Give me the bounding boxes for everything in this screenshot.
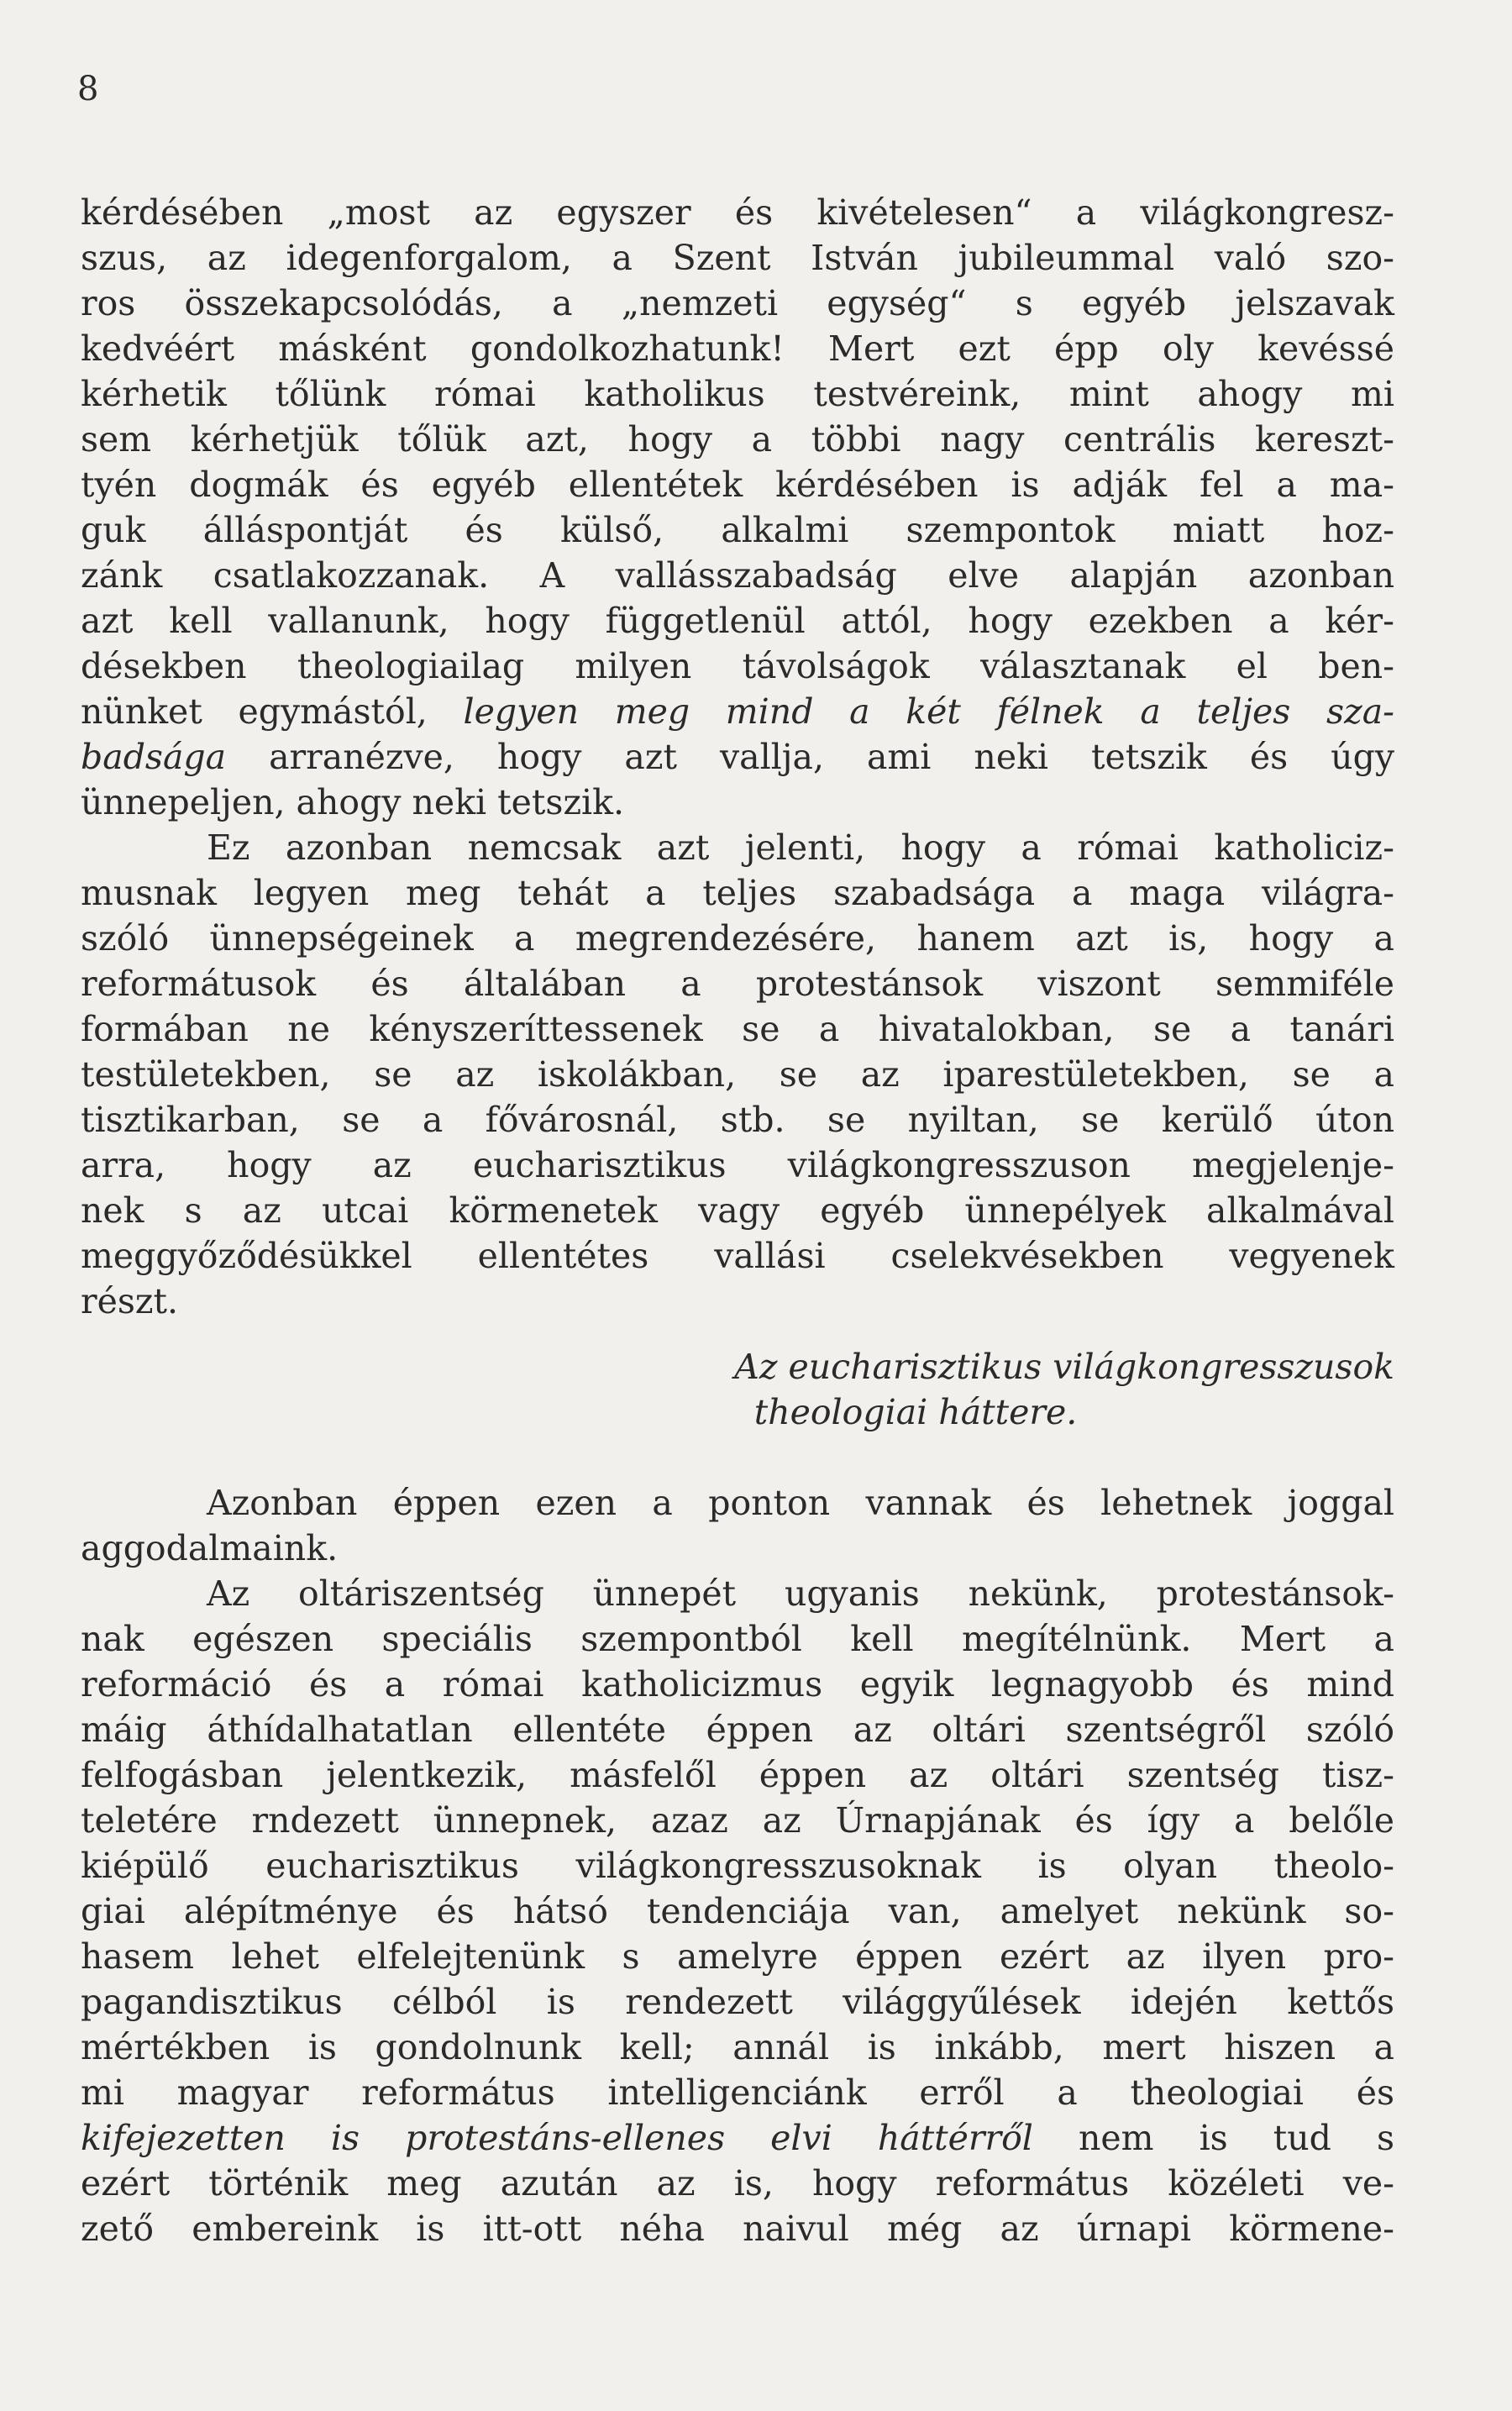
section-heading (722, 1389, 1109, 1435)
text-line: giai alépítménye és hátsó tendenciája van, amelyet nekünk so- (81, 1891, 1394, 1931)
text-line: kérhetik tőlünk római katholikus testvéreink, mint ahogy mi (81, 374, 1394, 414)
heading-line: Az eucharisztikus világkongresszusok (734, 1347, 1394, 1387)
text-line: nak egészen speciális szempontból kell megítélnünk. Mert a (81, 1619, 1394, 1659)
text-line: aggodalmaink. (81, 1528, 339, 1568)
text-line: tyén dogmák és egyéb ellentétek kérdésében is adják fel a ma- (81, 465, 1394, 505)
text-line: hasem lehet elfelejtenünk s amelyre éppen ezért az ilyen pro- (81, 1936, 1394, 1977)
heading-line: theologiai háttere. (753, 1392, 1078, 1432)
text-line: szóló ünnepségeinek a megrendezésére, hanem azt is, hogy a (81, 918, 1394, 959)
text-line: teletére rndezett ünnepnek, azaz az Úrnapjának és így a belőle (81, 1800, 1394, 1841)
text-line: kérdésében „most az egyszer és kivételesen“ a világkongresz- (81, 192, 1394, 233)
italic-text: badsága (81, 737, 227, 777)
text-line: felfogásban jelentkezik, másfelől éppen az oltári szentség tisz- (81, 1755, 1394, 1795)
text-line: Az oltáriszentség ünnepét ugyanis nekünk, protestánsok- (207, 1573, 1394, 1614)
text-line: reformáció és a római katholicizmus egyik legnagyobb és mind (81, 1664, 1394, 1705)
text-line: ünnepeljen, ahogy neki tetszik. (81, 782, 625, 822)
text-line: reformátusok és általában a protestánsok viszont semmiféle (81, 964, 1394, 1004)
text-line: formában ne kényszeríttessenek se a hivatalokban, se a tanári (81, 1009, 1394, 1049)
text-line: mi magyar református intelligenciánk erről a theologiai és (81, 2072, 1394, 2113)
text-line: zánk csatlakozzanak. A vallásszabadság elve alapján azonban (81, 555, 1394, 596)
italic-text: legyen meg mind a két félnek a teljes sza- (463, 691, 1394, 732)
text-run: nem is tud s (1032, 2118, 1394, 2158)
text-line: arra, hogy az eucharisztikus világkongresszuson megjelenje- (81, 1145, 1394, 1185)
text-line: testületekben, se az iskolákban, se az iparestületekben, se a (81, 1054, 1394, 1095)
text-line (81, 2115, 1394, 2161)
text-line: kedvéért másként gondolkozhatunk! Mert ezt épp oly kevéssé (81, 328, 1394, 369)
text-line: Azonban éppen ezen a ponton vannak és lehetnek joggal (207, 1483, 1394, 1523)
text-line: désekben theologiailag milyen távolságok választanak el ben- (81, 646, 1394, 686)
text-line: azt kell vallanunk, hogy függetlenül attól, hogy ezekben a kér- (81, 601, 1394, 641)
text-line: meggyőződésükkel ellentétes vallási cselekvésekben vegyenek (81, 1236, 1394, 1276)
text-line: kiépülő eucharisztikus világkongresszusoknak is olyan theolo- (81, 1846, 1394, 1886)
text-run: nünket egymástól, (81, 691, 464, 732)
text-line: részt. (81, 1281, 179, 1321)
text-line: szus, az idegenforgalom, a Szent István jubileummal való szo- (81, 238, 1394, 278)
page-number: 8 (77, 70, 99, 108)
text-line: máig áthídalhatatlan ellentéte éppen az oltári szentségről szóló (81, 1710, 1394, 1750)
text-line: nek s az utcai körmenetek vagy egyéb ünnepélyek alkalmával (81, 1190, 1394, 1231)
text-line: ros összekapcsolódás, a „nemzeti egység“ s egyéb jelszavak (81, 283, 1394, 323)
section-heading (613, 1344, 1394, 1389)
text-line: ezért történik meg azután az is, hogy református közéleti ve- (81, 2163, 1394, 2204)
text-line: musnak legyen meg tehát a teljes szabadsága a maga világra- (81, 873, 1394, 913)
text-line: Ez azonban nemcsak azt jelenti, hogy a római katholiciz- (207, 827, 1394, 868)
text-line (81, 734, 1394, 780)
text-line: guk álláspontját és külső, alkalmi szempontok miatt hoz- (81, 510, 1394, 550)
text-line: zető embereink is itt-ott néha naivul még az úrnapi körmene- (81, 2209, 1394, 2249)
text-run: arranézve, hogy azt vallja, ami neki tetszik és úgy (226, 737, 1394, 777)
text-line: sem kérhetjük tőlük azt, hogy a többi nagy centrális kereszt- (81, 419, 1394, 460)
text-line (81, 689, 1394, 734)
text-line: mértékben is gondolnunk kell; annál is inkább, mert hiszen a (81, 2027, 1394, 2067)
italic-text: kifejezetten is protestáns-ellenes elvi háttérről (81, 2118, 1033, 2158)
text-line: tisztikarban, se a fővárosnál, stb. se nyiltan, se kerülő úton (81, 1100, 1394, 1140)
text-line: pagandisztikus célból is rendezett világgyűlések idején kettős (81, 1982, 1394, 2022)
